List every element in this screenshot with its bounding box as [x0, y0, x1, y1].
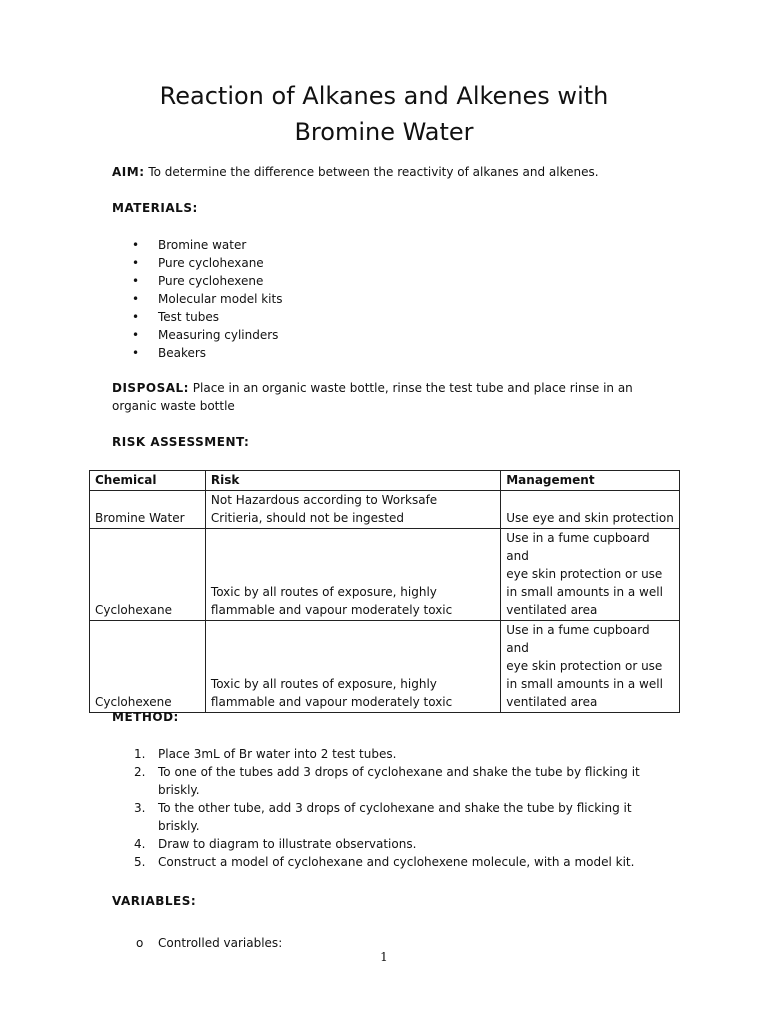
- step-line: briskly.: [158, 819, 200, 833]
- management-line: in small amounts in a well: [506, 677, 663, 691]
- materials-label: MATERIALS:: [112, 201, 198, 215]
- risk-line: Critieria, should not be ingested: [210, 511, 404, 525]
- step-number: 1.: [134, 747, 146, 761]
- list-item: [112, 799, 672, 835]
- step-number: 4.: [134, 837, 146, 851]
- list-item: • Pure cyclohexene: [112, 272, 282, 290]
- step-line: Construct a model of cyclohexane and cyclohexene molecule, with a model kit.: [158, 855, 635, 869]
- header-risk: Risk: [205, 471, 500, 491]
- chemical-cell: Cyclohexene: [90, 621, 206, 713]
- step-line: To the other tube, add 3 drops of cyclohexane and shake the tube by flicking it: [158, 801, 632, 815]
- method-steps: [112, 745, 672, 871]
- management-cell: [501, 621, 680, 713]
- header-management: Management: [501, 471, 680, 491]
- header-chemical: Chemical: [90, 471, 206, 491]
- variables-label: VARIABLES:: [112, 894, 197, 908]
- aim-label: AIM:: [112, 165, 145, 179]
- risk-cell: [205, 491, 500, 529]
- management-line: ventilated area: [506, 695, 598, 709]
- management-line: Use in a fume cupboard and: [506, 623, 650, 655]
- chemical-cell: Bromine Water: [90, 491, 206, 529]
- list-item: [112, 745, 672, 763]
- list-item: • Pure cyclohexane: [112, 254, 282, 272]
- disposal-text-line-1: Place in an organic waste bottle, rinse the test tube and place rinse in an: [192, 381, 633, 395]
- management-cell: [501, 529, 680, 621]
- management-line: Use eye and skin protection: [506, 511, 674, 525]
- management-cell: [501, 491, 680, 529]
- table-row: [90, 621, 680, 713]
- list-item: • Beakers: [112, 344, 282, 362]
- variables-item-text: Controlled variables:: [158, 936, 283, 950]
- method-label: METHOD:: [112, 710, 179, 724]
- risk-line: flammable and vapour moderately toxic: [210, 695, 453, 709]
- list-item: [112, 853, 672, 871]
- document-title: [0, 78, 768, 150]
- risk-assessment-label: RISK ASSESSMENT:: [112, 435, 250, 449]
- step-line: briskly.: [158, 783, 200, 797]
- table-header-row: [90, 471, 680, 491]
- list-item: [112, 835, 672, 853]
- aim-text: To determine the difference between the reactivity of alkanes and alkenes.: [148, 165, 599, 179]
- risk-line: Toxic by all routes of exposure, highly: [210, 585, 437, 599]
- list-item: • Bromine water: [112, 236, 282, 254]
- table-row: [90, 491, 680, 529]
- step-line: Place 3mL of Br water into 2 test tubes.: [158, 747, 397, 761]
- step-line: Draw to diagram to illustrate observations.: [158, 837, 417, 851]
- risk-line: Toxic by all routes of exposure, highly: [210, 677, 437, 691]
- materials-list: [112, 236, 282, 362]
- disposal-text-line-2: organic waste bottle: [112, 399, 235, 413]
- list-item: [112, 763, 672, 799]
- list-item: • Molecular model kits: [112, 290, 282, 308]
- page-number: 1: [380, 950, 388, 964]
- management-line: eye skin protection or use: [506, 567, 663, 581]
- list-item: • Test tubes: [112, 308, 282, 326]
- management-line: Use in a fume cupboard and: [506, 531, 650, 563]
- chemical-cell: Cyclohexane: [90, 529, 206, 621]
- aim-section: [112, 163, 599, 181]
- list-item: • Measuring cylinders: [112, 326, 282, 344]
- management-line: eye skin protection or use: [506, 659, 663, 673]
- risk-cell: [205, 529, 500, 621]
- step-number: 2.: [134, 765, 146, 779]
- risk-line: flammable and vapour moderately toxic: [210, 603, 453, 617]
- step-number: 3.: [134, 801, 146, 815]
- management-line: in small amounts in a well: [506, 585, 663, 599]
- risk-cell: [205, 621, 500, 713]
- risk-line: Not Hazardous according to Worksafe: [210, 493, 438, 507]
- disposal-label: DISPOSAL:: [112, 381, 189, 395]
- disposal-section: [112, 379, 652, 415]
- risk-assessment-table: [89, 470, 680, 713]
- table-row: [90, 529, 680, 621]
- title-line-1: Reaction of Alkanes and Alkenes with: [159, 82, 609, 110]
- step-number: 5.: [134, 855, 146, 869]
- step-line: To one of the tubes add 3 drops of cyclohexane and shake the tube by flicking it: [158, 765, 640, 779]
- list-marker: o: [136, 936, 144, 950]
- title-line-2: Bromine Water: [294, 118, 474, 146]
- management-line: ventilated area: [506, 603, 598, 617]
